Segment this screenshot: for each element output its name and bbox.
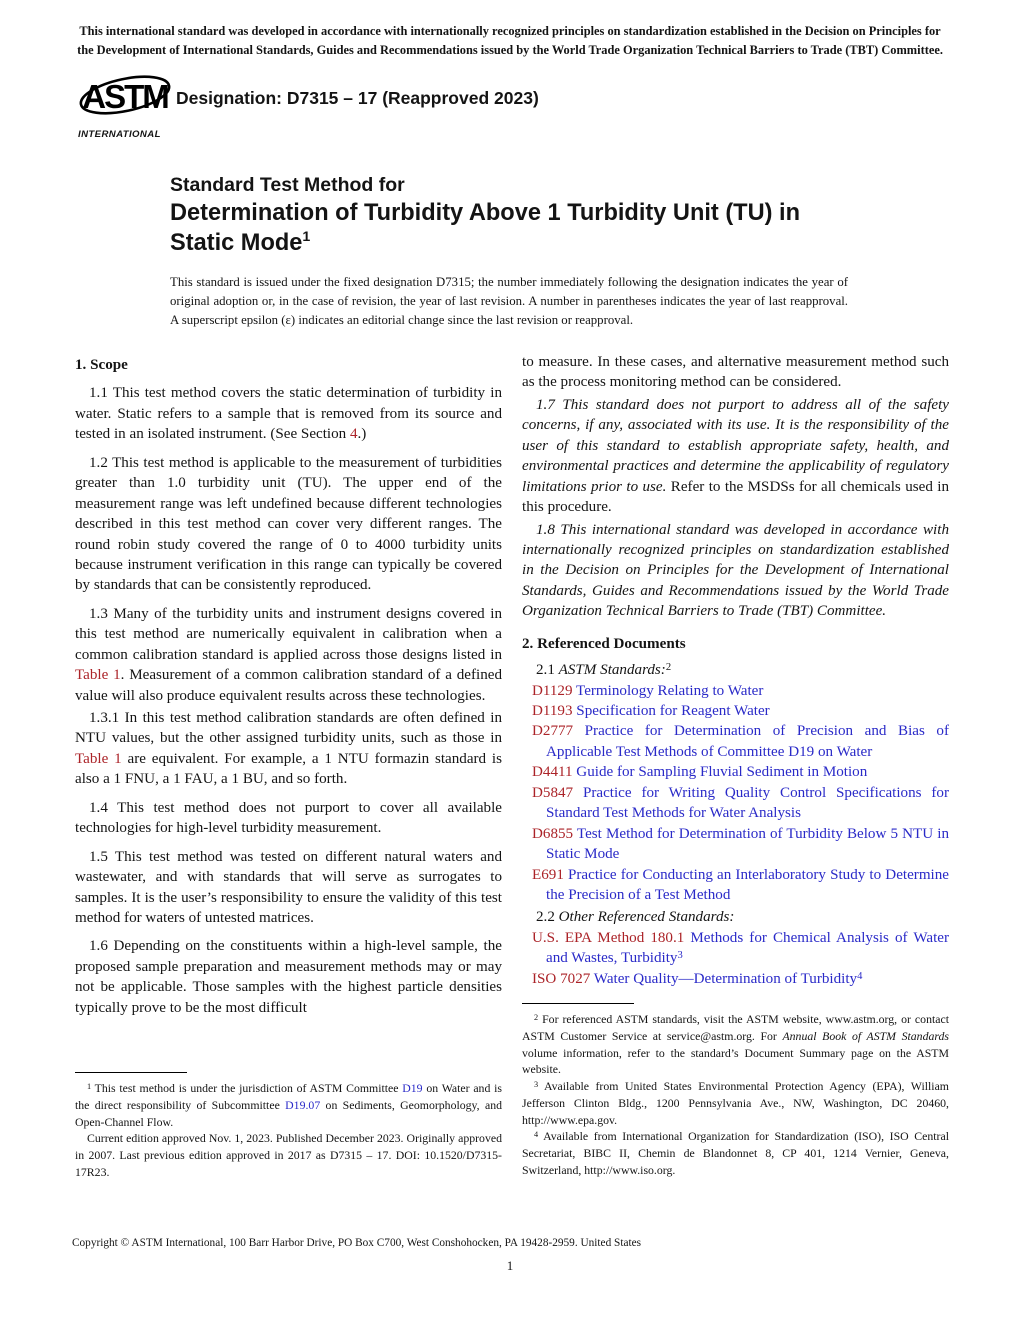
right-footnotes — [522, 1003, 949, 1179]
text-segment: 2 — [665, 662, 672, 674]
text-segment: to measure. In these cases, and alternative measurement method such as the process monitoring method can be considered. — [522, 354, 949, 391]
text-segment: 1.3 Many of the turbidity units and instrument designs covered in this test method are numerically equivalent in calibration when a common calibration standard is applied across those designs listed in — [75, 605, 502, 663]
designation-line: Designation: D7315 – 17 (Reapproved 2023) — [176, 88, 539, 108]
text-segment: 1.8 This international standard was developed in accordance with internationally recognized principles on standardization established in the Decision on Principles for the Development of International Standards, Guides and Recommendations issued by the World Trade Organization Technical Barriers to Trade (TBT) Committee. — [522, 521, 949, 620]
paragraph-1-7 — [522, 395, 949, 518]
text-segment: 1 — [87, 1081, 92, 1091]
text-segment: 1.3.1 In this test method calibration standards are often defined in NTU values, but the other assigned turbidity units, such as those in — [75, 710, 502, 747]
left-footnotes — [75, 1072, 502, 1181]
copyright-line: Copyright © ASTM International, 100 Barr Harbor Drive, PO Box C700, West Conshohocken, PA 19428-2959. United States — [72, 1237, 642, 1249]
paragraph-1-3-1 — [75, 708, 502, 790]
text-segment: Annual Book of ASTM Standards — [782, 1028, 950, 1043]
doc-link[interactable]: Practice for Determination of Precision and Bias of Applicable Test Methods of Committee D19 on Water — [546, 723, 949, 760]
issue-note: This standard is issued under the fixed designation D7315; the number immediately following the designation indicates the year of original adoption or, in the case of revision, the year of last revision. A number in parentheses indicates the year of last reapproval. A superscript epsilon (ε) indicates an editorial change since the last revision or reapproval. — [170, 275, 848, 327]
doc-link[interactable]: Table 1 — [75, 750, 122, 767]
doc-link[interactable]: 3 — [677, 950, 683, 962]
reference-item — [532, 783, 949, 824]
doc-link[interactable]: Table 1 — [75, 667, 121, 684]
reference-item — [532, 969, 949, 989]
doc-link[interactable]: 4 — [349, 426, 358, 443]
doc-link[interactable]: Methods for Chemical Analysis of Water and Wastes, Turbidity — [546, 929, 949, 967]
reference-item — [532, 928, 949, 969]
doc-link[interactable]: Specification for Reagent Water — [572, 703, 770, 719]
doc-link[interactable]: Practice for Conducting an Interlaboratory Study to Determine the Precision of a Test Method — [546, 866, 949, 903]
footnote-1-edition — [75, 1130, 502, 1180]
text-segment: 4 — [534, 1130, 539, 1140]
paragraph-1-3 — [75, 604, 502, 706]
right-column — [522, 352, 949, 1068]
svg-text:ASTM: ASTM — [82, 78, 168, 115]
reference-item — [532, 762, 949, 782]
section-heading-referenced-documents: 2. Referenced Documents — [522, 635, 686, 652]
text-segment: Refer to the MSDSs for all chemicals used in this procedure. — [522, 478, 949, 516]
page-number: 1 — [506, 1258, 514, 1273]
text-segment: are equivalent. For example, a 1 NTU formazin standard is also a 1 FNU, a 1 FAU, a 1 BU, and so forth. — [75, 750, 502, 788]
astm-logo-icon — [78, 68, 172, 126]
doc-link[interactable]: D1193 — [532, 703, 573, 719]
doc-link[interactable]: Water Quality—Determination of Turbidity — [590, 970, 858, 987]
text-segment: 1.2 This test method is applicable to the measurement of turbidities greater than 1.0 turbidity unit (TU). The upper end of the measurement range was left undefined because different technologies described in this test method can cover very different ranges. The round robin study covered the range of 0 to 4000 turbidity units because instrument verification in this range can typically be covered by standards that can be consistently reproduced. — [75, 454, 502, 594]
text-segment: 1.6 Depending on the constituents within a high-level sample, the proposed sample preparation and measurement methods may or may not be applicable. Those samples with the highest particle densities typically prove to be the most difficult — [75, 938, 502, 1016]
section-heading-scope: 1. Scope — [75, 357, 128, 373]
reference-item — [532, 824, 949, 865]
text-segment: Other Referenced Standards: — [558, 909, 735, 926]
astm-logo — [78, 68, 172, 140]
footnote-rule — [75, 1072, 187, 1073]
text-segment: This test method is under the jurisdiction of ASTM Committee — [91, 1081, 403, 1095]
paragraph-1-2 — [75, 453, 502, 596]
doc-link[interactable]: Guide for Sampling Fluvial Sediment in Motion — [572, 764, 868, 781]
left-column — [75, 352, 502, 1068]
paragraph-2-1 — [522, 660, 949, 680]
text-segment: 1.4 This test method does not purport to cover all available technologies for high-level turbidity measurement. — [75, 799, 502, 837]
text-segment: .) — [357, 426, 367, 443]
footnote-1 — [75, 1080, 502, 1130]
reference-item — [532, 721, 949, 762]
paragraph-1-6-continued — [522, 352, 949, 393]
doc-link[interactable]: ISO 7027 — [532, 970, 591, 987]
text-segment: Available from International Organization for Standardization (ISO), ISO Central Secretariat, BIBC II, Chemin de Blandonnet 8, CP 401, 1214 Vernier, Geneva, Switzerland, http://www.iso.org. — [522, 1129, 949, 1177]
text-segment: 1.1 This test method covers the static determination of turbidity in water. Static refers to a sample that is removed from its source and tested in an isolated instrument. (See Section — [75, 385, 502, 443]
paragraph-1-6 — [75, 936, 502, 1018]
doc-link[interactable]: D4411 — [532, 764, 573, 781]
text-segment: For referenced ASTM standards, visit the ASTM website, www.astm.org, or contact ASTM Customer Service at service@astm.org. For — [522, 1012, 949, 1043]
title-eyebrow: Standard Test Method for — [170, 174, 405, 196]
reference-item — [532, 681, 949, 701]
text-segment: . Measurement of a common calibration standard of a defined value will also produce equivalent results across these technologies. — [75, 667, 502, 704]
text-segment: 1.7 This standard does not purport to address all of the safety concerns, if any, associated with its use. It is the responsibility of the user of this standard to establish appropriate safety, health, and environmental practices and determine the applicability of regulatory limitations prior to use. — [522, 396, 949, 495]
doc-link[interactable]: E691 — [532, 866, 564, 883]
paragraph-1-5 — [75, 847, 502, 929]
text-segment: 1.5 This test method was tested on different natural waters and wastewater, and with standards that will serve as surrogates to samples. It is the user’s responsibility to ensure the validity of this test method for waters of untested matrices. — [75, 848, 502, 926]
paragraph-1-8 — [522, 520, 949, 622]
body-columns — [75, 352, 949, 1068]
footnote-3 — [522, 1078, 949, 1128]
doc-link[interactable]: U.S. EPA Method 180.1 — [532, 929, 685, 946]
doc-link[interactable]: Practice for Writing Quality Control Specifications for Standard Test Methods for Water Analysis — [546, 784, 949, 822]
doc-link[interactable]: D5847 — [532, 784, 574, 801]
text-segment: 2.2 — [536, 909, 559, 926]
page-title-text: Determination of Turbidity Above 1 Turbidity Unit (TU) in Static Mode — [170, 200, 801, 256]
doc-link[interactable]: D19.07 — [285, 1097, 321, 1112]
text-segment: on Water and is the direct responsibility of Subcommittee — [75, 1081, 502, 1112]
reference-item — [532, 701, 949, 721]
title-footnote-ref: 1 — [302, 228, 311, 245]
footnote-rule — [522, 1003, 634, 1004]
doc-link[interactable]: Test Method for Determination of Turbidity Below 5 NTU in Static Mode — [546, 825, 949, 863]
text-segment: 3 — [534, 1079, 539, 1089]
paragraph-2-2 — [522, 907, 949, 927]
text-segment: Current edition approved Nov. 1, 2023. Published December 2023. Originally approved in 2007. Last previous edition approved in 2017 as D7315 – 17. DOI: 10.1520/D7315-17R23. — [75, 1131, 502, 1179]
astm-logo-subtext: INTERNATIONAL — [78, 129, 161, 140]
text-segment: on Sediments, Geomorphology, and Open-Channel Flow. — [75, 1097, 502, 1129]
doc-link[interactable]: D19 — [402, 1081, 423, 1095]
reference-item — [532, 865, 949, 906]
text-segment: volume information, refer to the standard’s Document Summary page on the ASTM website. — [522, 1045, 949, 1077]
doc-link[interactable]: 4 — [857, 970, 863, 982]
other-reference-list — [522, 928, 949, 989]
doc-link[interactable]: Terminology Relating to Water — [572, 682, 764, 699]
doc-link[interactable]: D1129 — [532, 682, 573, 699]
text-segment: Available from United States Environmental Protection Agency (EPA), William Jefferson Clinton Bldg., 1200 Pennsylvania Ave., NW, Washington, DC 20460, http://www.epa.gov. — [522, 1079, 949, 1127]
doc-link[interactable]: D2777 — [532, 723, 574, 740]
text-segment: ASTM Standards: — [558, 662, 666, 679]
footnote-4 — [522, 1128, 949, 1178]
paragraph-1-4 — [75, 798, 502, 839]
astm-reference-list — [522, 681, 949, 906]
page-title — [170, 199, 832, 258]
paragraph-1-1 — [75, 383, 502, 444]
text-segment: 2 — [534, 1012, 539, 1022]
footnote-2 — [522, 1011, 949, 1078]
doc-link[interactable]: D6855 — [532, 825, 574, 842]
text-segment: 2.1 — [536, 662, 559, 679]
top-disclaimer: This international standard was developed in accordance with internationally recognized principles on standardization established in the Decision on Principles for the Development of International Standards, Guides and Recommendations issued by the World Trade Organization Technical Barriers to Trade (TBT) Committee. — [77, 24, 943, 57]
